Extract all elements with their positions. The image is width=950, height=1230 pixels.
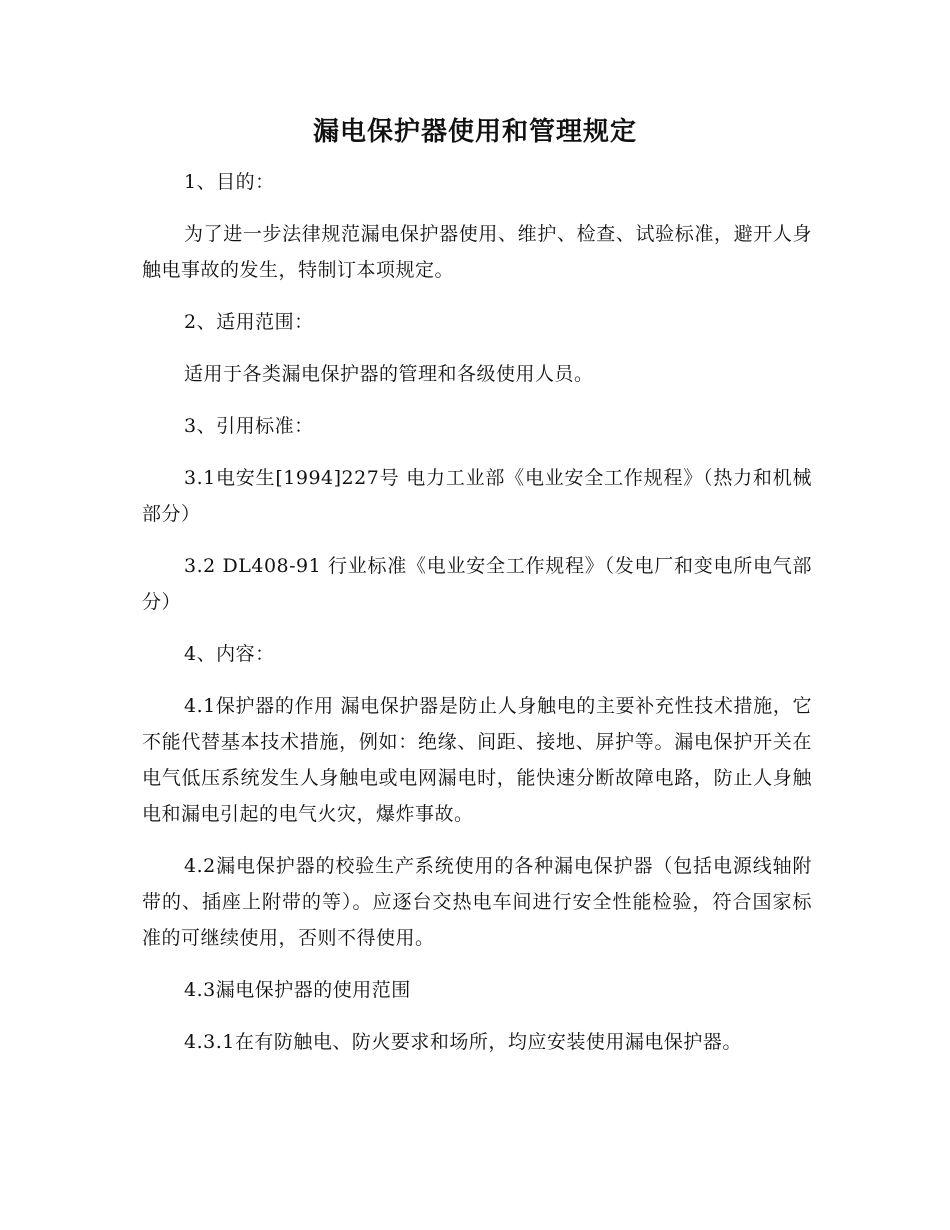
paragraph-4-2: 4.2漏电保护器的校验生产系统使用的各种漏电保护器（包括电源线轴附带的、插座上附带的等）。应逐台交热电车间进行安全性能检验，符合国家标准的可继续使用，否则不得使用。 [142,855,812,949]
paragraph-reference-3-1: 3.1电安生[1994]227号 电力工业部《电业安全工作规程》（热力和机械部分） [142,467,812,525]
section-heading-purpose: 1、目的： [184,171,275,193]
section-heading-references: 3、引用标准： [184,415,314,437]
section-heading-scope: 2、适用范围： [184,311,314,333]
paragraph-scope: 适用于各类漏电保护器的管理和各级使用人员。 [184,363,594,385]
paragraph-reference-3-2: 3.2 DL408-91 行业标准《电业安全工作规程》（发电厂和变电所电气部分） [142,555,812,613]
paragraph-4-3-1: 4.3.1在有防触电、防火要求和场所，均应安装使用漏电保护器。 [184,1031,742,1053]
document-title: 漏电保护器使用和管理规定 [312,117,637,147]
document-body [142,164,812,1076]
section-heading-content: 4、内容： [184,643,275,665]
paragraph-purpose: 为了进一步法律规范漏电保护器使用、维护、检查、试验标准，避开人身触电事故的发生，特制订本项规定。 [142,223,812,281]
section-heading-4-3: 4.3漏电保护器的使用范围 [184,979,411,1001]
paragraph-4-1: 4.1保护器的作用 漏电保护器是防止人身触电的主要补充性技术措施，它不能代替基本技术措施，例如：绝缘、间距、接地、屏护等。漏电保护开关在电气低压系统发生人身触电或电网漏电时，能快速分断故障电路，防止人身触电和漏电引起的电气火灾，爆炸事故。 [142,695,812,825]
